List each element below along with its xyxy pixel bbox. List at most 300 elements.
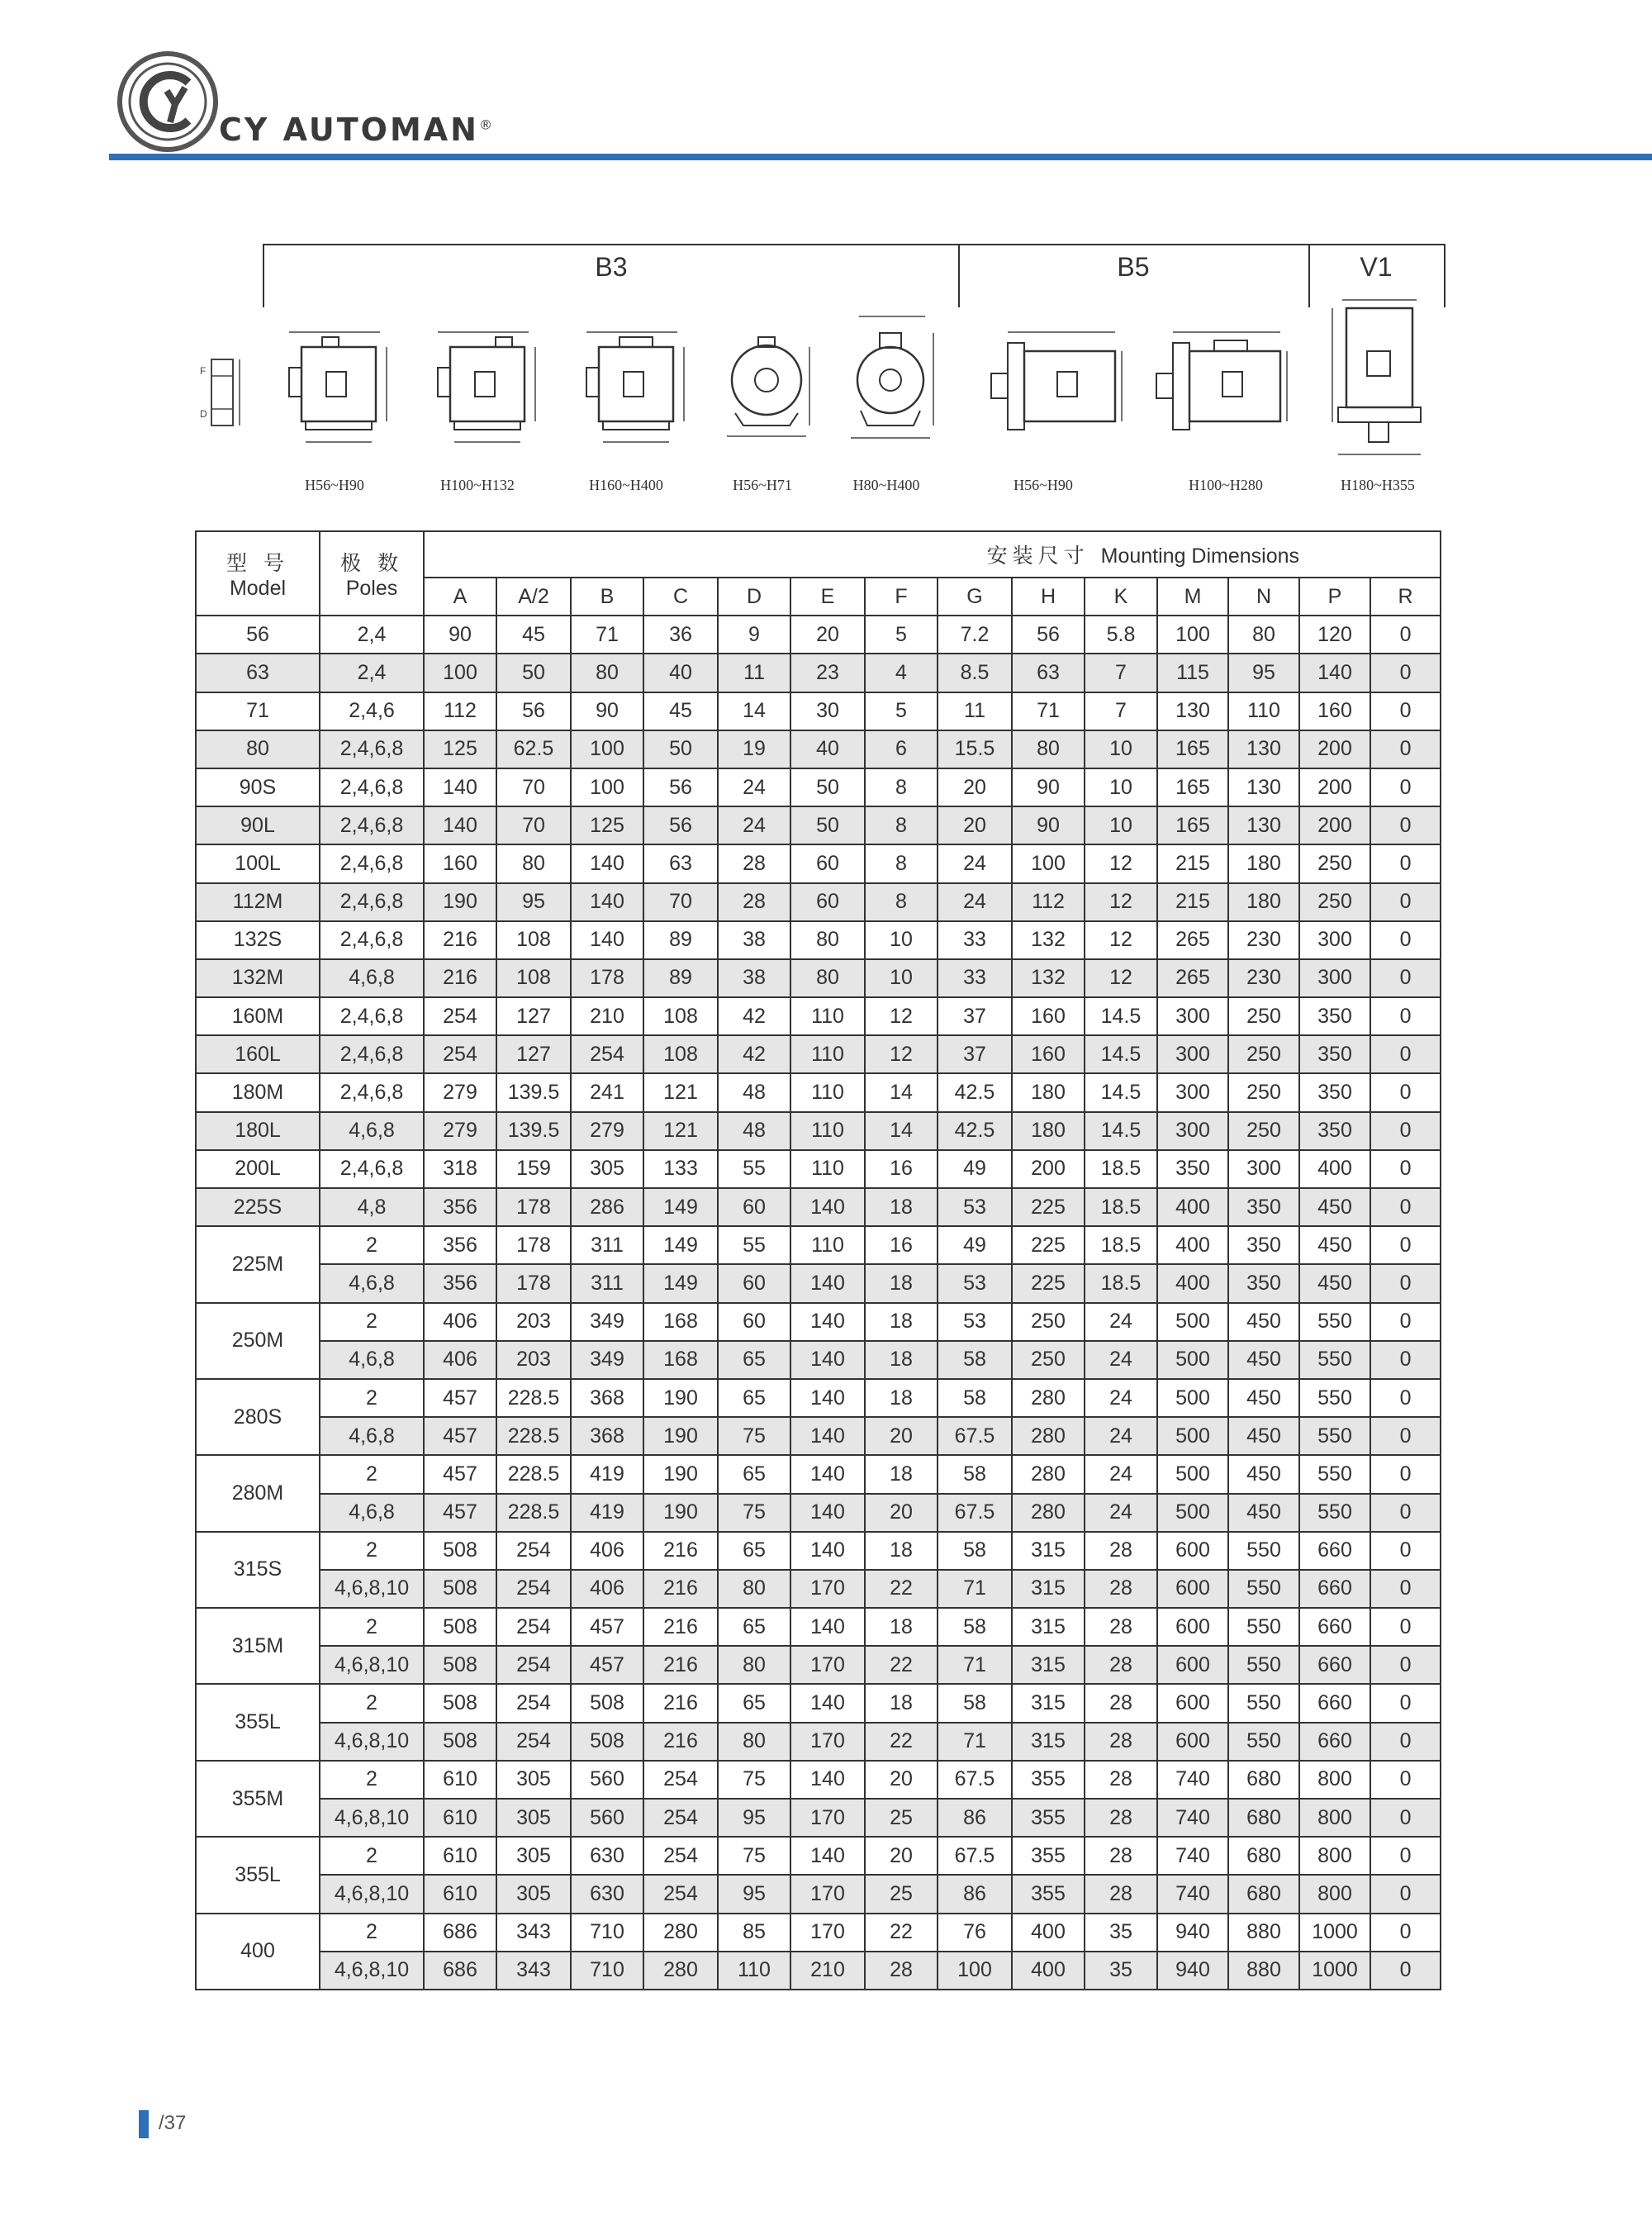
dimension-cell: 610 bbox=[424, 1799, 496, 1837]
poles-cell: 2,4 bbox=[320, 616, 424, 654]
dimension-cell: 180 bbox=[1012, 1112, 1085, 1150]
dimension-cell: 22 bbox=[865, 1570, 938, 1608]
dimension-cell: 18 bbox=[865, 1341, 938, 1379]
table-row bbox=[196, 1226, 1441, 1264]
dimension-cell: 215 bbox=[1157, 844, 1228, 882]
dimension-cell: 343 bbox=[496, 1914, 571, 1952]
dimension-cell: 65 bbox=[718, 1455, 790, 1493]
dimension-cell: 56 bbox=[496, 692, 571, 730]
header-model: 型 号 Model bbox=[196, 531, 320, 616]
dimension-cell: 65 bbox=[718, 1379, 790, 1417]
dimension-cell: 9 bbox=[718, 616, 790, 654]
dimension-cell: 100 bbox=[1157, 616, 1228, 654]
dimension-cell: 58 bbox=[938, 1684, 1012, 1722]
dimension-cell: 76 bbox=[938, 1914, 1012, 1952]
dimension-cell: 24 bbox=[938, 883, 1012, 921]
dimension-cell: 23 bbox=[790, 654, 865, 692]
dimension-cell: 90 bbox=[571, 692, 643, 730]
page-number: /37 bbox=[159, 2112, 187, 2134]
dimension-cell: 228.5 bbox=[496, 1455, 571, 1493]
dimension-cell: 500 bbox=[1157, 1341, 1228, 1379]
dimension-cell: 250 bbox=[1228, 1112, 1299, 1150]
dimension-cell: 40 bbox=[790, 730, 865, 768]
dimension-cell: 356 bbox=[424, 1226, 496, 1264]
dimension-cell: 22 bbox=[865, 1723, 938, 1761]
dimension-cell: 11 bbox=[938, 692, 1012, 730]
dimension-cell: 50 bbox=[643, 730, 718, 768]
dimension-cell: 14.5 bbox=[1085, 1073, 1157, 1111]
dimension-cell: 16 bbox=[865, 1150, 938, 1188]
table-row bbox=[196, 1608, 1441, 1646]
dimension-cell: 7 bbox=[1085, 692, 1157, 730]
dimension-cell: 300 bbox=[1157, 1112, 1228, 1150]
dimension-cell: 28 bbox=[1085, 1837, 1157, 1875]
table-row bbox=[196, 997, 1441, 1035]
dimension-cell: 680 bbox=[1228, 1875, 1299, 1913]
dimension-cell: 254 bbox=[496, 1570, 571, 1608]
range-label: H100~H280 bbox=[1189, 477, 1263, 493]
dimension-cell: 53 bbox=[938, 1188, 1012, 1226]
dimension-cell: 16 bbox=[865, 1226, 938, 1264]
dimension-cell: 19 bbox=[718, 730, 790, 768]
model-cell: 160L bbox=[196, 1035, 320, 1073]
dimension-cell: 0 bbox=[1370, 806, 1441, 844]
dimension-cell: 58 bbox=[938, 1341, 1012, 1379]
dimension-cell: 0 bbox=[1370, 1303, 1441, 1341]
dimension-cell: 56 bbox=[643, 768, 718, 806]
table-row bbox=[196, 1264, 1441, 1302]
dimension-cell: 140 bbox=[790, 1494, 865, 1532]
dimension-cell: 190 bbox=[643, 1494, 718, 1532]
column-header: M bbox=[1157, 578, 1228, 616]
poles-cell: 4,6,8 bbox=[320, 1494, 424, 1532]
dimension-cell: 110 bbox=[790, 1226, 865, 1264]
dimension-cell: 254 bbox=[643, 1799, 718, 1837]
dimension-cell: 12 bbox=[1085, 844, 1157, 882]
dimension-cell: 450 bbox=[1228, 1379, 1299, 1417]
dimension-cell: 90 bbox=[1012, 806, 1085, 844]
table-row bbox=[196, 921, 1441, 959]
dimension-cell: 550 bbox=[1228, 1570, 1299, 1608]
dimension-cell: 508 bbox=[424, 1684, 496, 1722]
dimension-cell: 800 bbox=[1299, 1799, 1370, 1837]
table-row bbox=[196, 1073, 1441, 1111]
table-row bbox=[196, 1532, 1441, 1570]
dimension-cell: 42 bbox=[718, 1035, 790, 1073]
dimension-cell: 18 bbox=[865, 1455, 938, 1493]
b3-motor-diagram-icon bbox=[273, 322, 396, 454]
dimension-cell: 112 bbox=[424, 692, 496, 730]
dimension-cell: 350 bbox=[1157, 1150, 1228, 1188]
svg-text:F: F bbox=[200, 365, 206, 377]
dimension-cell: 0 bbox=[1370, 997, 1441, 1035]
dimension-cell: 90 bbox=[1012, 768, 1085, 806]
dimension-cell: 140 bbox=[790, 1455, 865, 1493]
dimension-cell: 241 bbox=[571, 1073, 643, 1111]
dimension-cell: 349 bbox=[571, 1303, 643, 1341]
dimension-cell: 178 bbox=[496, 1226, 571, 1264]
dimension-cell: 800 bbox=[1299, 1875, 1370, 1913]
dimension-cell: 216 bbox=[424, 959, 496, 997]
dimension-cell: 680 bbox=[1228, 1837, 1299, 1875]
dimension-cell: 315 bbox=[1012, 1684, 1085, 1722]
dimension-cell: 18 bbox=[865, 1303, 938, 1341]
dimension-cell: 230 bbox=[1228, 959, 1299, 997]
dimension-cell: 75 bbox=[718, 1494, 790, 1532]
model-cell: 400 bbox=[196, 1914, 320, 1990]
dimension-cell: 28 bbox=[1085, 1570, 1157, 1608]
dimension-cell: 28 bbox=[1085, 1646, 1157, 1684]
dimension-cell: 660 bbox=[1299, 1684, 1370, 1722]
b5-motor-diagram-icon bbox=[1140, 322, 1297, 454]
dimension-cell: 0 bbox=[1370, 1723, 1441, 1761]
dimension-cell: 880 bbox=[1228, 1952, 1299, 1990]
group-b5: B5 bbox=[958, 244, 1310, 307]
dimension-cell: 75 bbox=[718, 1837, 790, 1875]
dimension-cell: 250 bbox=[1228, 997, 1299, 1035]
poles-cell: 4,6,8,10 bbox=[320, 1646, 424, 1684]
dimension-cell: 60 bbox=[718, 1188, 790, 1226]
dimension-cell: 108 bbox=[643, 997, 718, 1035]
dimension-cell: 149 bbox=[643, 1226, 718, 1264]
dimension-cell: 265 bbox=[1157, 959, 1228, 997]
dimension-cell: 178 bbox=[571, 959, 643, 997]
dimension-cell: 170 bbox=[790, 1723, 865, 1761]
dimension-cell: 140 bbox=[790, 1837, 865, 1875]
dimension-cell: 49 bbox=[938, 1150, 1012, 1188]
table-row bbox=[196, 616, 1441, 654]
b5-motor-diagram-icon bbox=[975, 322, 1132, 454]
table-row bbox=[196, 730, 1441, 768]
dimension-cell: 350 bbox=[1299, 1073, 1370, 1111]
dimension-cell: 740 bbox=[1157, 1799, 1228, 1837]
dimension-cell: 140 bbox=[790, 1532, 865, 1570]
dimension-cell: 600 bbox=[1157, 1570, 1228, 1608]
dimension-cell: 279 bbox=[571, 1112, 643, 1150]
dimension-cell: 125 bbox=[571, 806, 643, 844]
dimension-cell: 210 bbox=[790, 1952, 865, 1990]
dimension-cell: 0 bbox=[1370, 1150, 1441, 1188]
dimension-cell: 305 bbox=[496, 1799, 571, 1837]
dimension-cell: 110 bbox=[1228, 692, 1299, 730]
dimension-cell: 30 bbox=[790, 692, 865, 730]
dimension-cell: 65 bbox=[718, 1341, 790, 1379]
brand-name: CY AUTOMAN® bbox=[219, 112, 495, 148]
poles-cell: 4,6,8 bbox=[320, 959, 424, 997]
dimension-cell: 286 bbox=[571, 1188, 643, 1226]
dimension-cell: 24 bbox=[718, 806, 790, 844]
dimension-cell: 71 bbox=[938, 1570, 1012, 1608]
table-row bbox=[196, 1303, 1441, 1341]
dimension-cell: 457 bbox=[571, 1608, 643, 1646]
dimension-cell: 20 bbox=[865, 1417, 938, 1455]
dimension-cell: 86 bbox=[938, 1799, 1012, 1837]
table-row bbox=[196, 1112, 1441, 1150]
dimension-cell: 35 bbox=[1085, 1914, 1157, 1952]
dimension-cell: 133 bbox=[643, 1150, 718, 1188]
dimension-cell: 75 bbox=[718, 1761, 790, 1799]
dimension-cell: 600 bbox=[1157, 1532, 1228, 1570]
dimension-cell: 305 bbox=[496, 1875, 571, 1913]
dimension-cell: 24 bbox=[1085, 1455, 1157, 1493]
dimension-cell: 315 bbox=[1012, 1570, 1085, 1608]
poles-cell: 2 bbox=[320, 1914, 424, 1952]
dimension-cell: 350 bbox=[1228, 1264, 1299, 1302]
dimension-cell: 22 bbox=[865, 1914, 938, 1952]
dimension-cell: 311 bbox=[571, 1226, 643, 1264]
dimension-cell: 800 bbox=[1299, 1761, 1370, 1799]
table-row bbox=[196, 1341, 1441, 1379]
dimension-cell: 108 bbox=[496, 921, 571, 959]
dimension-cell: 20 bbox=[790, 616, 865, 654]
poles-cell: 2,4,6,8 bbox=[320, 883, 424, 921]
model-cell: 355L bbox=[196, 1684, 320, 1760]
dimension-cell: 18 bbox=[865, 1379, 938, 1417]
dimension-cell: 38 bbox=[718, 959, 790, 997]
table-row bbox=[196, 1837, 1441, 1875]
dimension-cell: 121 bbox=[643, 1073, 718, 1111]
dimension-cell: 600 bbox=[1157, 1646, 1228, 1684]
dimension-cell: 0 bbox=[1370, 1799, 1441, 1837]
poles-cell: 4,6,8,10 bbox=[320, 1799, 424, 1837]
dimension-cell: 180 bbox=[1228, 844, 1299, 882]
dimension-cell: 350 bbox=[1228, 1188, 1299, 1226]
dimension-cell: 95 bbox=[496, 883, 571, 921]
dimension-cell: 0 bbox=[1370, 1226, 1441, 1264]
poles-cell: 2,4,6 bbox=[320, 692, 424, 730]
dimension-cell: 450 bbox=[1228, 1494, 1299, 1532]
poles-cell: 2 bbox=[320, 1455, 424, 1493]
model-cell: 180M bbox=[196, 1073, 320, 1111]
b3-motor-diagram-icon bbox=[421, 322, 545, 454]
dimension-cell: 18.5 bbox=[1085, 1188, 1157, 1226]
column-header: P bbox=[1299, 578, 1370, 616]
table-row bbox=[196, 1455, 1441, 1493]
dimension-cell: 55 bbox=[718, 1226, 790, 1264]
model-cell: 90S bbox=[196, 768, 320, 806]
dimension-cell: 400 bbox=[1012, 1952, 1085, 1990]
dimension-cell: 24 bbox=[1085, 1494, 1157, 1532]
column-header: D bbox=[718, 578, 790, 616]
dimension-cell: 210 bbox=[571, 997, 643, 1035]
dimension-cell: 14 bbox=[865, 1112, 938, 1150]
dimension-cell: 0 bbox=[1370, 654, 1441, 692]
dimension-cell: 450 bbox=[1228, 1341, 1299, 1379]
dimension-cell: 89 bbox=[643, 921, 718, 959]
dimension-cell: 28 bbox=[865, 1952, 938, 1990]
dimension-cell: 0 bbox=[1370, 844, 1441, 882]
dimension-cell: 4 bbox=[865, 654, 938, 692]
dimension-cell: 8 bbox=[865, 768, 938, 806]
table-row bbox=[196, 1188, 1441, 1226]
dimension-cell: 368 bbox=[571, 1379, 643, 1417]
dimension-cell: 610 bbox=[424, 1761, 496, 1799]
model-cell: 250M bbox=[196, 1303, 320, 1379]
dimension-cell: 350 bbox=[1299, 1035, 1370, 1073]
dimension-cell: 254 bbox=[643, 1761, 718, 1799]
dimension-cell: 55 bbox=[718, 1150, 790, 1188]
dimension-cell: 56 bbox=[1012, 616, 1085, 654]
poles-cell: 2,4,6,8 bbox=[320, 730, 424, 768]
column-header: E bbox=[790, 578, 865, 616]
dimension-cell: 457 bbox=[424, 1417, 496, 1455]
dimension-cell: 18.5 bbox=[1085, 1226, 1157, 1264]
dimension-cell: 280 bbox=[643, 1914, 718, 1952]
dimension-cell: 550 bbox=[1228, 1646, 1299, 1684]
dimension-cell: 550 bbox=[1228, 1532, 1299, 1570]
dimension-cell: 10 bbox=[865, 959, 938, 997]
dimension-cell: 14 bbox=[718, 692, 790, 730]
dimension-cell: 24 bbox=[1085, 1341, 1157, 1379]
dimension-cell: 508 bbox=[571, 1723, 643, 1761]
dimension-cell: 7 bbox=[1085, 654, 1157, 692]
dimension-cell: 22 bbox=[865, 1646, 938, 1684]
dimension-cell: 24 bbox=[1085, 1303, 1157, 1341]
dimension-cell: 67.5 bbox=[938, 1837, 1012, 1875]
dimension-cell: 225 bbox=[1012, 1264, 1085, 1302]
dimension-cell: 48 bbox=[718, 1073, 790, 1111]
dimension-cell: 355 bbox=[1012, 1799, 1085, 1837]
dimension-cell: 28 bbox=[1085, 1875, 1157, 1913]
svg-text:D: D bbox=[200, 408, 207, 420]
dimension-cell: 139.5 bbox=[496, 1073, 571, 1111]
dimension-cell: 70 bbox=[496, 806, 571, 844]
dimension-cell: 110 bbox=[718, 1952, 790, 1990]
dimension-cell: 28 bbox=[1085, 1608, 1157, 1646]
dimension-cell: 560 bbox=[571, 1799, 643, 1837]
dimension-cell: 356 bbox=[424, 1264, 496, 1302]
dimension-cell: 80 bbox=[496, 844, 571, 882]
dimension-cell: 406 bbox=[424, 1303, 496, 1341]
dimension-cell: 450 bbox=[1299, 1226, 1370, 1264]
dimension-cell: 5 bbox=[865, 616, 938, 654]
dimension-cell: 25 bbox=[865, 1799, 938, 1837]
dimension-cell: 300 bbox=[1299, 921, 1370, 959]
dimension-cell: 318 bbox=[424, 1150, 496, 1188]
column-header: R bbox=[1370, 578, 1441, 616]
range-label: H160~H400 bbox=[589, 477, 663, 493]
dimension-cell: 216 bbox=[643, 1684, 718, 1722]
dimension-cell: 610 bbox=[424, 1837, 496, 1875]
table-row bbox=[196, 1723, 1441, 1761]
model-cell: 112M bbox=[196, 883, 320, 921]
dimension-cell: 350 bbox=[1299, 1112, 1370, 1150]
dimension-cell: 33 bbox=[938, 921, 1012, 959]
b3-motor-diagram-icon bbox=[570, 322, 694, 454]
dimension-cell: 349 bbox=[571, 1341, 643, 1379]
model-cell: 315S bbox=[196, 1532, 320, 1608]
dimension-cell: 28 bbox=[1085, 1761, 1157, 1799]
dimension-cell: 680 bbox=[1228, 1761, 1299, 1799]
dimension-cell: 140 bbox=[790, 1303, 865, 1341]
model-cell: 315M bbox=[196, 1608, 320, 1684]
dimension-cell: 368 bbox=[571, 1417, 643, 1455]
dimension-cell: 228.5 bbox=[496, 1379, 571, 1417]
dimension-cell: 740 bbox=[1157, 1875, 1228, 1913]
header-mounting-dimensions: 安装尺寸 Mounting Dimensions bbox=[424, 531, 1441, 578]
column-header: H bbox=[1012, 578, 1085, 616]
dimension-cell: 130 bbox=[1228, 730, 1299, 768]
table-row bbox=[196, 1914, 1441, 1952]
dimension-cell: 140 bbox=[790, 1761, 865, 1799]
dimension-cell: 800 bbox=[1299, 1837, 1370, 1875]
dimension-cell: 254 bbox=[571, 1035, 643, 1073]
dimension-cell: 610 bbox=[424, 1875, 496, 1913]
poles-cell: 2 bbox=[320, 1608, 424, 1646]
poles-cell: 4,6,8,10 bbox=[320, 1952, 424, 1990]
dimension-cell: 740 bbox=[1157, 1761, 1228, 1799]
dimension-cell: 660 bbox=[1299, 1646, 1370, 1684]
dimension-cell: 279 bbox=[424, 1073, 496, 1111]
dimension-cell: 28 bbox=[1085, 1532, 1157, 1570]
dimension-cell: 11 bbox=[718, 654, 790, 692]
poles-cell: 2,4,6,8 bbox=[320, 997, 424, 1035]
column-header: B bbox=[571, 578, 643, 616]
model-cell: 180L bbox=[196, 1112, 320, 1150]
dimension-cell: 450 bbox=[1228, 1303, 1299, 1341]
dimension-cell: 600 bbox=[1157, 1723, 1228, 1761]
dimension-cell: 18 bbox=[865, 1264, 938, 1302]
dimension-cell: 37 bbox=[938, 997, 1012, 1035]
dimension-cell: 71 bbox=[938, 1646, 1012, 1684]
range-label: H80~H400 bbox=[852, 477, 920, 493]
dimension-cell: 170 bbox=[790, 1875, 865, 1913]
dimension-cell: 0 bbox=[1370, 1035, 1441, 1073]
dimension-cell: 280 bbox=[1012, 1455, 1085, 1493]
dimension-cell: 60 bbox=[790, 844, 865, 882]
poles-cell: 2 bbox=[320, 1303, 424, 1341]
dimension-cell: 400 bbox=[1157, 1188, 1228, 1226]
dimension-cell: 940 bbox=[1157, 1914, 1228, 1952]
dimension-cell: 190 bbox=[643, 1379, 718, 1417]
dimension-cell: 168 bbox=[643, 1341, 718, 1379]
dimension-cell: 130 bbox=[1228, 806, 1299, 844]
dimension-cell: 24 bbox=[938, 844, 1012, 882]
column-header: A/2 bbox=[496, 578, 571, 616]
dimension-cell: 20 bbox=[865, 1494, 938, 1532]
model-cell: 56 bbox=[196, 616, 320, 654]
dimension-cell: 180 bbox=[1228, 883, 1299, 921]
dimension-cell: 0 bbox=[1370, 1608, 1441, 1646]
model-cell: 100L bbox=[196, 844, 320, 882]
column-header: G bbox=[938, 578, 1012, 616]
dimension-cell: 254 bbox=[496, 1608, 571, 1646]
dimension-cell: 254 bbox=[424, 997, 496, 1035]
dimension-cell: 315 bbox=[1012, 1532, 1085, 1570]
dimension-cell: 300 bbox=[1157, 1073, 1228, 1111]
dimension-cell: 56 bbox=[643, 806, 718, 844]
group-b3: B3 bbox=[263, 244, 960, 307]
dimension-cell: 110 bbox=[790, 1073, 865, 1111]
dimension-cell: 0 bbox=[1370, 1494, 1441, 1532]
dimension-cell: 14.5 bbox=[1085, 1035, 1157, 1073]
dimension-cell: 132 bbox=[1012, 921, 1085, 959]
dimension-cell: 550 bbox=[1299, 1303, 1370, 1341]
dimension-cell: 53 bbox=[938, 1264, 1012, 1302]
dimension-cell: 400 bbox=[1157, 1226, 1228, 1264]
dimension-cell: 200 bbox=[1012, 1150, 1085, 1188]
model-cell: 200L bbox=[196, 1150, 320, 1188]
dimension-cell: 24 bbox=[1085, 1379, 1157, 1417]
model-cell: 280S bbox=[196, 1379, 320, 1455]
dimension-cell: 160 bbox=[1012, 997, 1085, 1035]
dimension-cell: 20 bbox=[938, 806, 1012, 844]
dimension-cell: 125 bbox=[424, 730, 496, 768]
dimension-cell: 178 bbox=[496, 1264, 571, 1302]
dimension-cell: 0 bbox=[1370, 1914, 1441, 1952]
dimension-cell: 203 bbox=[496, 1341, 571, 1379]
dimension-cell: 355 bbox=[1012, 1875, 1085, 1913]
